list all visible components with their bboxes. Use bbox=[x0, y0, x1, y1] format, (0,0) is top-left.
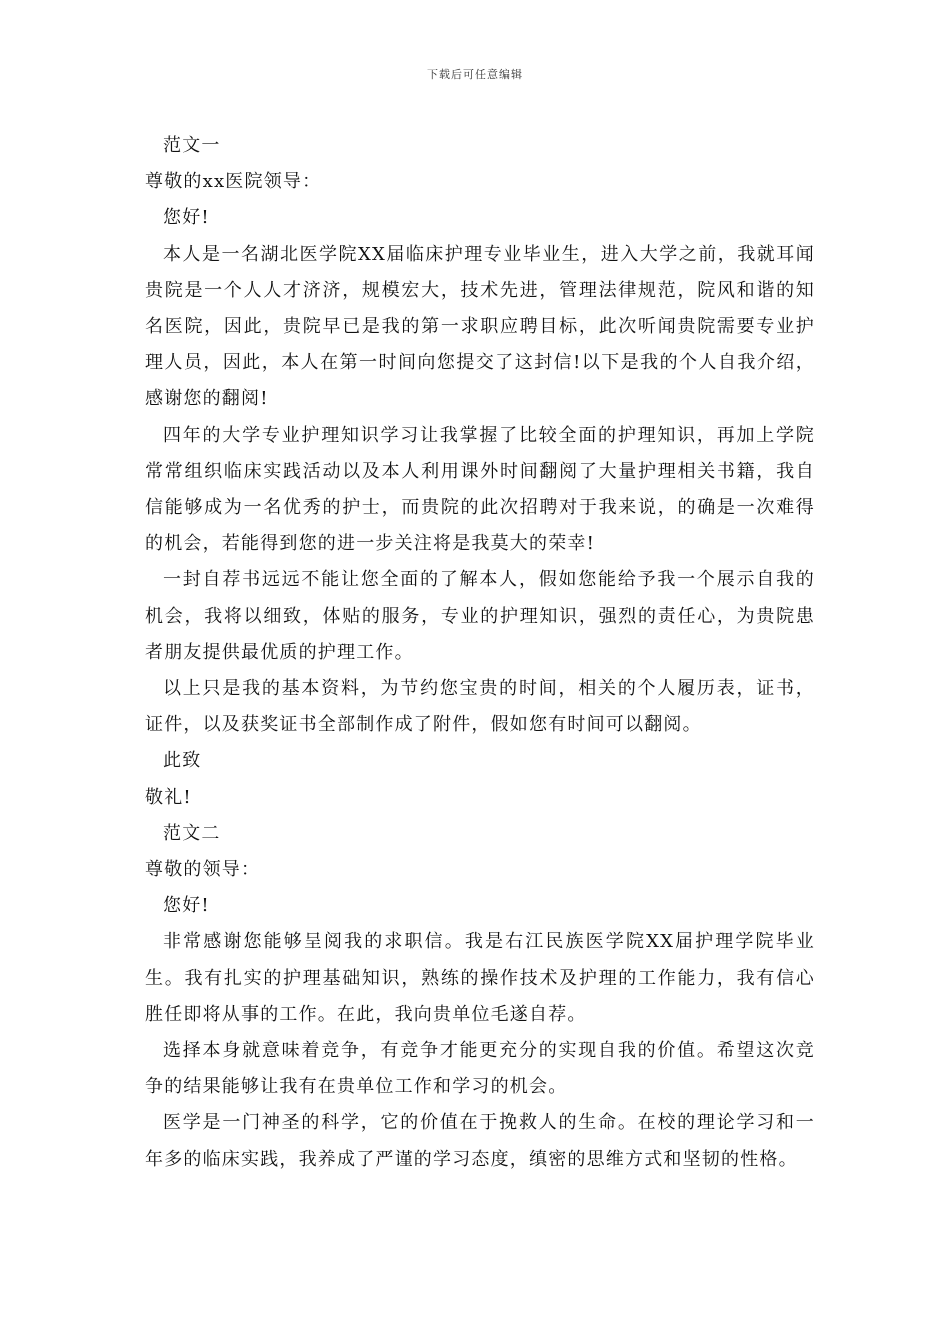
letter2-greeting: 您好! bbox=[163, 895, 210, 917]
letter1-greeting: 您好! bbox=[163, 207, 210, 229]
letter2-salutation: 尊敬的领导： bbox=[145, 859, 261, 881]
letter1-heading: 范文一 bbox=[163, 135, 221, 156]
letter1-closing-1: 此致 bbox=[163, 750, 202, 772]
letter1-closing-2: 敬礼! bbox=[145, 786, 192, 808]
letter1-paragraph-2: 四年的大学专业护理知识学习让我掌握了比较全面的护理知识，再加上学院常常组织临床实践活动以及本人利用课外时间翻阅了大量护理相关书籍，我自信能够成为一名优秀的护士，而贵院的此次招聘对于我来说，的确是一次难得的机会，若能得到您的进一步关注将是我莫大的荣幸! bbox=[145, 424, 815, 555]
letter1-paragraph-1: 本人是一名湖北医学院XX届临床护理专业毕业生，进入大学之前，我就耳闻贵院是一个人人才济济，规模宏大，技术先进，管理法律规范，院风和谐的知名医院，因此，贵院早已是我的第一求职应聘目标，此次听闻贵院需要专业护理人员，因此，本人在第一时间向您提交了这封信!以下是我的个人自我介绍，感谢您的翻阅! bbox=[145, 243, 815, 410]
letter2-paragraph-2: 选择本身就意味着竞争，有竞争才能更充分的实现自我的价值。希望这次竞争的结果能够让我有在贵单位工作和学习的机会。 bbox=[145, 1040, 815, 1098]
letter1-paragraph-4: 以上只是我的基本资料，为节约您宝贵的时间，相关的个人履历表，证书，证件，以及获奖证书全部制作成了附件，假如您有时间可以翻阅。 bbox=[145, 678, 815, 736]
document-body bbox=[145, 128, 815, 1178]
page-header: 下载后可任意编辑 bbox=[427, 68, 523, 81]
letter2-paragraph-1: 非常感谢您能够呈阅我的求职信。我是右江民族医学院XX届护理学院毕业生。我有扎实的护理基础知识，熟练的操作技术及护理的工作能力，我有信心胜任即将从事的工作。在此，我向贵单位毛遂自荐。 bbox=[145, 931, 815, 1025]
letter2-heading: 范文二 bbox=[163, 822, 221, 844]
letter1-salutation: 尊敬的xx医院领导： bbox=[145, 171, 322, 193]
letter1-paragraph-3: 一封自荐书远远不能让您全面的了解本人，假如您能给予我一个展示自我的机会，我将以细致，体贴的服务，专业的护理知识，强烈的责任心，为贵院患者朋友提供最优质的护理工作。 bbox=[145, 569, 815, 663]
letter2-paragraph-3: 医学是一门神圣的科学，它的价值在于挽救人的生命。在校的理论学习和一年多的临床实践，我养成了严谨的学习态度，缜密的思维方式和坚韧的性格。 bbox=[145, 1112, 815, 1170]
